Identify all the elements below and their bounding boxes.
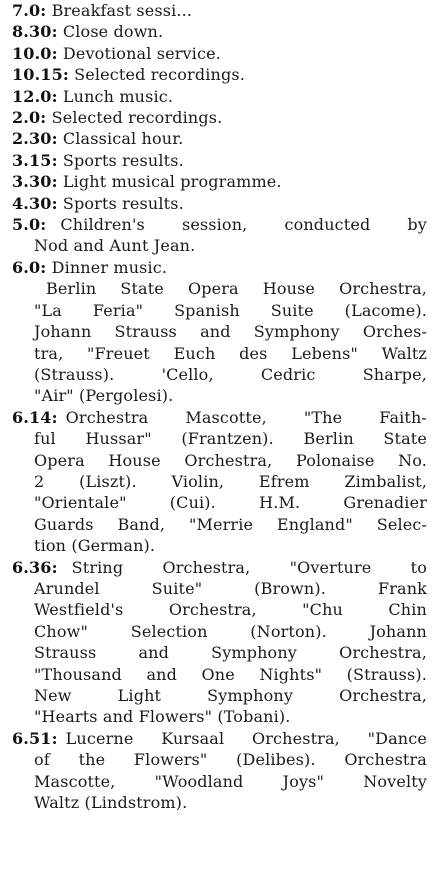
schedule-entry — [12, 107, 439, 128]
entry-time: 6.0: — [12, 257, 47, 277]
text-line: 2 (Liszt). Violin, Efrem Zimbalist, — [34, 471, 427, 491]
schedule-entry — [12, 43, 439, 64]
text-line: New Light Symphony Orchestra, — [34, 686, 427, 705]
programme-column — [12, 0, 439, 813]
entry-text: Lunch music. — [62, 86, 174, 106]
entry-text: Selected recordings. — [74, 65, 245, 85]
block-614-lines — [12, 428, 439, 556]
schedule-entry — [12, 193, 439, 214]
text-line: "Hearts and Flowers" (Tobani). — [34, 707, 291, 727]
schedule-entry — [12, 64, 439, 85]
text-line: Opera House Orchestra, Polonaise No. — [34, 450, 427, 470]
entry-time: 4.30: — [12, 193, 58, 213]
schedule-entry — [12, 171, 439, 192]
text-line: Berlin State Opera House Orchestra, — [46, 279, 427, 299]
text-line: Waltz (Lindstrom). — [34, 793, 188, 813]
entry-first-line: String Orchestra, "Overture to — [71, 557, 427, 577]
entry-time: 7.0: — [12, 1, 47, 20]
text-line: Guards Band, "Merrie England" Selec- — [34, 514, 427, 534]
text-line: "Orientale" (Cui). H.M. Grenadier — [34, 493, 427, 513]
text-line: Arundel Suite" (Brown). Frank — [34, 578, 427, 598]
schedule-entry — [12, 0, 439, 21]
text-line: Chow" Selection (Norton). Johann — [34, 621, 427, 641]
entry-text-line2: Nod and Aunt Jean. — [34, 236, 196, 256]
text-line: "Thousand and One Nights" (Strauss). — [34, 664, 427, 684]
block-651-lines — [12, 749, 439, 813]
dinner-music-lines — [12, 278, 439, 406]
entry-heading: Dinner music. — [51, 257, 168, 277]
block-636-lines — [12, 578, 439, 728]
entry-time: 12.0: — [12, 86, 58, 106]
text-line: Mascotte, "Woodland Joys" Novelty — [34, 771, 427, 791]
entry-text: Selected recordings. — [51, 108, 223, 128]
text-line: tion (German). — [34, 536, 156, 556]
schedule-entry — [12, 128, 439, 149]
schedule-entry-651 — [12, 728, 427, 749]
entry-text: Sports results. — [62, 150, 184, 170]
schedule-entry — [12, 150, 439, 171]
entry-time: 2.30: — [12, 129, 58, 149]
entry-text: Sports results. — [62, 193, 184, 213]
text-line: (Strauss). 'Cello, Cedric Sharpe, — [34, 364, 427, 384]
entry-time: 10.15: — [12, 65, 69, 85]
entry-time: 10.0: — [12, 43, 58, 63]
entry-text: Devotional service. — [62, 43, 221, 63]
entry-time: 6.14: — [12, 407, 58, 427]
text-line: Strauss and Symphony Orchestra, — [34, 643, 427, 663]
schedule-entry-636 — [12, 557, 427, 578]
schedule-entry — [12, 21, 439, 42]
entry-time: 6.36: — [12, 557, 58, 577]
text-line: ful Hussar" (Frantzen). Berlin State — [34, 429, 427, 449]
entry-text: Light musical programme. — [62, 172, 282, 192]
entry-first-line: Orchestra Mascotte, "The Faith- — [65, 407, 427, 427]
entry-time: 3.15: — [12, 150, 58, 170]
schedule-entry-childrens — [12, 214, 427, 235]
text-line: of the Flowers" (Delibes). Orchestra — [34, 750, 427, 770]
text-line: "Air" (Pergolesi). — [34, 386, 174, 406]
entry-time: 2.0: — [12, 108, 47, 128]
text-line: "La Feria" Spanish Suite (Lacome). — [34, 300, 427, 320]
entry-text: Breakfast sessi... — [51, 1, 193, 20]
entry-time: 8.30: — [12, 22, 58, 42]
entry-time: 6.51: — [12, 728, 58, 748]
entry-text-line1: Children's session, conducted by — [60, 215, 427, 235]
schedule-entry-614 — [12, 407, 427, 428]
schedule-entry — [12, 86, 439, 107]
text-line: Westfield's Orchestra, "Chu Chin — [34, 600, 427, 620]
entry-text: Close down. — [62, 22, 164, 42]
text-line: Johann Strauss and Symphony Orches- — [34, 322, 427, 342]
entry-time: 5.0: — [12, 215, 47, 235]
schedule-entry-dinner — [12, 257, 439, 278]
schedule-list — [12, 0, 439, 214]
entry-time: 3.30: — [12, 172, 58, 192]
entry-first-line: Lucerne Kursaal Orchestra, "Dance — [65, 728, 427, 748]
text-line: tra, "Freuet Euch des Lebens" Waltz — [34, 343, 427, 363]
entry-text: Classical hour. — [62, 129, 184, 149]
